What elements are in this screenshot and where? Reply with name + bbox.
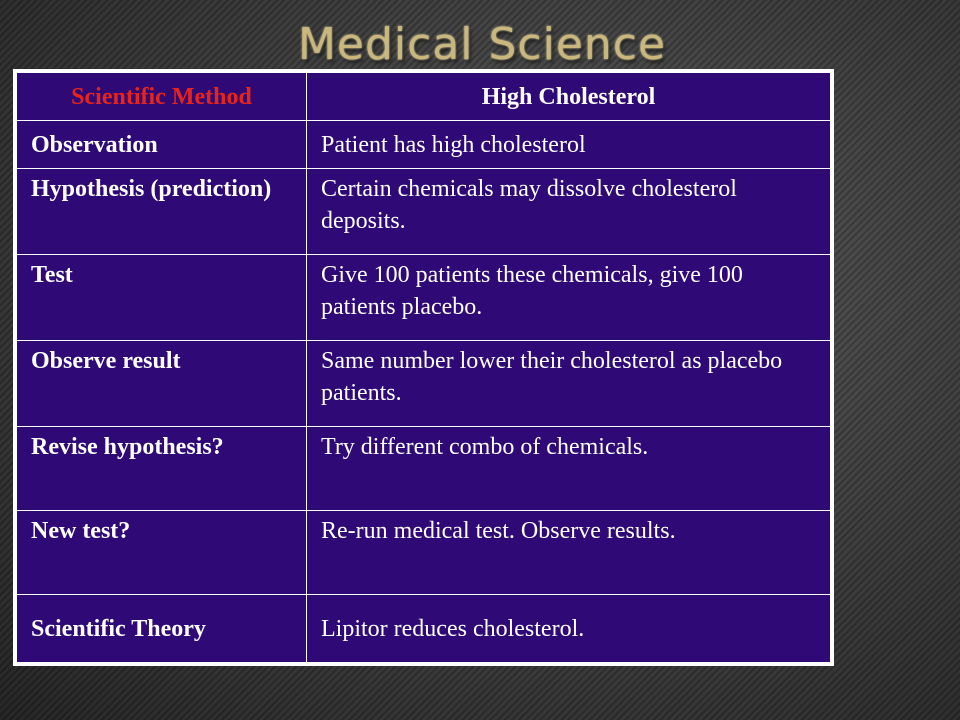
table-row [17,121,831,169]
table-row [17,255,831,341]
table-header-row [17,73,831,121]
step-example: Re-run medical test. Observe results. [307,511,831,595]
step-example: Certain chemicals may dissolve cholesterol deposits. [307,169,831,255]
table-row [17,169,831,255]
step-label: Hypothesis (prediction) [17,169,307,255]
step-label: Scientific Theory [17,595,307,663]
step-example: Try different combo of chemicals. [307,427,831,511]
step-example: Lipitor reduces cholesterol. [307,595,831,663]
table-row [17,427,831,511]
step-example: Same number lower their cholesterol as placebo patients. [307,341,831,427]
step-label: Observation [17,121,307,169]
table-row [17,341,831,427]
step-label: New test? [17,511,307,595]
scientific-method-table [16,72,831,663]
step-example: Give 100 patients these chemicals, give 100 patients placebo. [307,255,831,341]
step-label: Test [17,255,307,341]
slide-title: Medical Science [297,19,667,70]
step-example: Patient has high cholesterol [307,121,831,169]
table-row [17,595,831,663]
header-scientific-method: Scientific Method [17,73,307,121]
step-label: Revise hypothesis? [17,427,307,511]
table-row [17,511,831,595]
header-high-cholesterol: High Cholesterol [307,73,831,121]
step-label: Observe result [17,341,307,427]
